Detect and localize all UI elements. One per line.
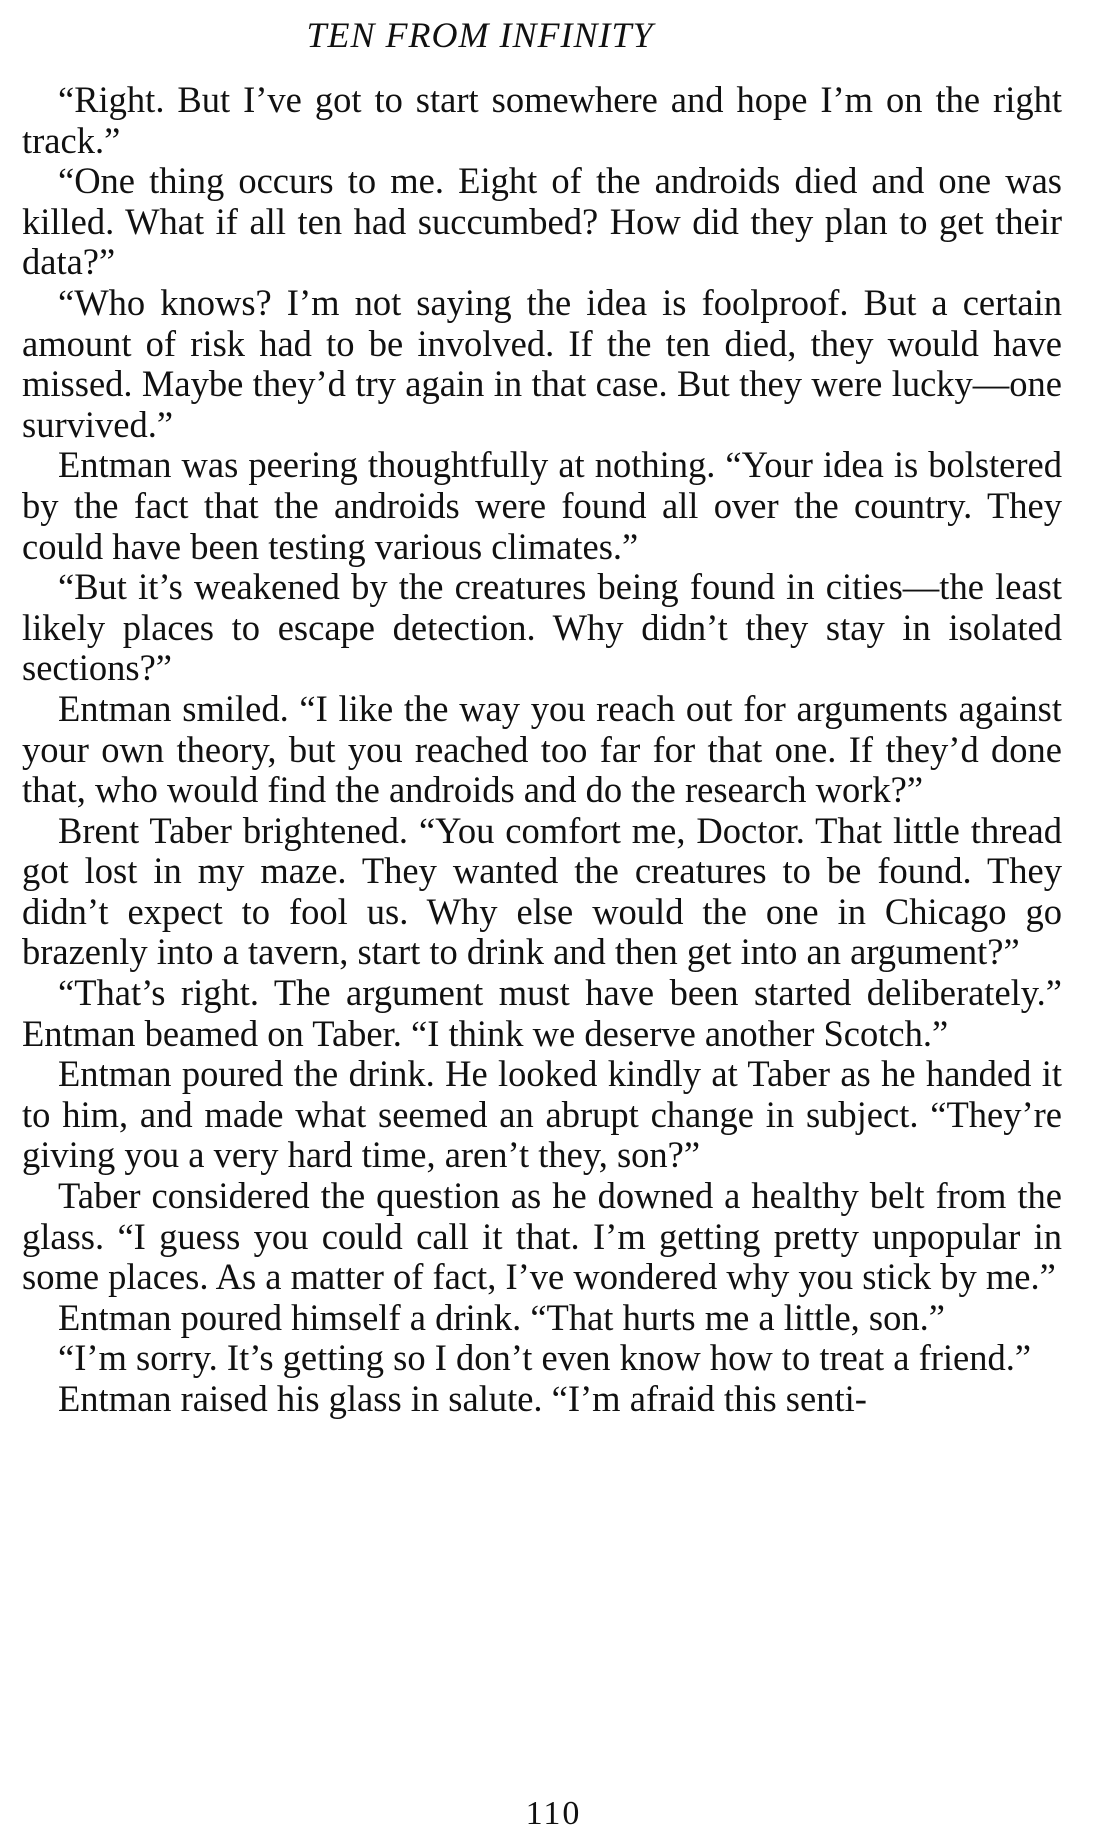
- paragraph-1: “Right. But I’ve got to start somewhere and hope I’m on the right track.”: [22, 79, 1062, 161]
- paragraph-7: Brent Taber brightened. “You comfort me, Doctor. That little thread got lost in my maze. They wanted the creatures to be found. They didn’t expect to fool us. Why else would the one in Chicago go brazenly into a tavern, start to drink and then get into an argument?”: [22, 809, 1062, 973]
- paragraph-12: “I’m sorry. It’s getting so I don’t even know how to treat a friend.”: [58, 1337, 1032, 1379]
- paragraph-6: Entman smiled. “I like the way you reach out for arguments against your own theory, but you reached too far for that one. If they’d done that, who would find the androids and do the research work?”: [22, 687, 1062, 811]
- page-number: 110: [525, 1795, 582, 1832]
- paragraph-3: “Who knows? I’m not saying the idea is foolproof. But a certain amount of risk had to be involved. If the ten died, they would have missed. Maybe they’d try again in that case. But they were lucky—one survived.”: [22, 281, 1062, 445]
- running-head: TEN FROM INFINITY: [306, 15, 654, 55]
- paragraph-8: “That’s right. The argument must have been started deliberately.” Entman beamed on Taber. “I think we deserve another Scotch.”: [22, 972, 1062, 1054]
- body-text: [22, 80, 1062, 1420]
- paragraph-13: Entman raised his glass in salute. “I’m afraid this senti-: [58, 1378, 867, 1419]
- paragraph-5: “But it’s weakened by the creatures being found in cities—the least likely places to escape detection. Why didn’t they stay in isolated sections?”: [22, 566, 1062, 689]
- paragraph-10: Taber considered the question as he downed a healthy belt from the glass. “I guess you could call it that. I’m getting pretty unpopular in some places. As a matter of fact, I’ve wondered why you stick by me.”: [22, 1175, 1062, 1298]
- paragraph-9: Entman poured the drink. He looked kindly at Taber as he handed it to him, and made what seemed an abrupt change in subject. “They’re giving you a very hard time, aren’t they, son?”: [22, 1053, 1062, 1176]
- paragraph-11: Entman poured himself a drink. “That hurts me a little, son.”: [58, 1296, 945, 1338]
- paragraph-4: Entman was peering thoughtfully at nothing. “Your idea is bolstered by the fact that the androids were found all over the country. They could have been testing various climates.”: [22, 444, 1062, 567]
- paragraph-2: “One thing occurs to me. Eight of the androids died and one was killed. What if all ten had succumbed? How did they plan to get their data?”: [22, 160, 1062, 283]
